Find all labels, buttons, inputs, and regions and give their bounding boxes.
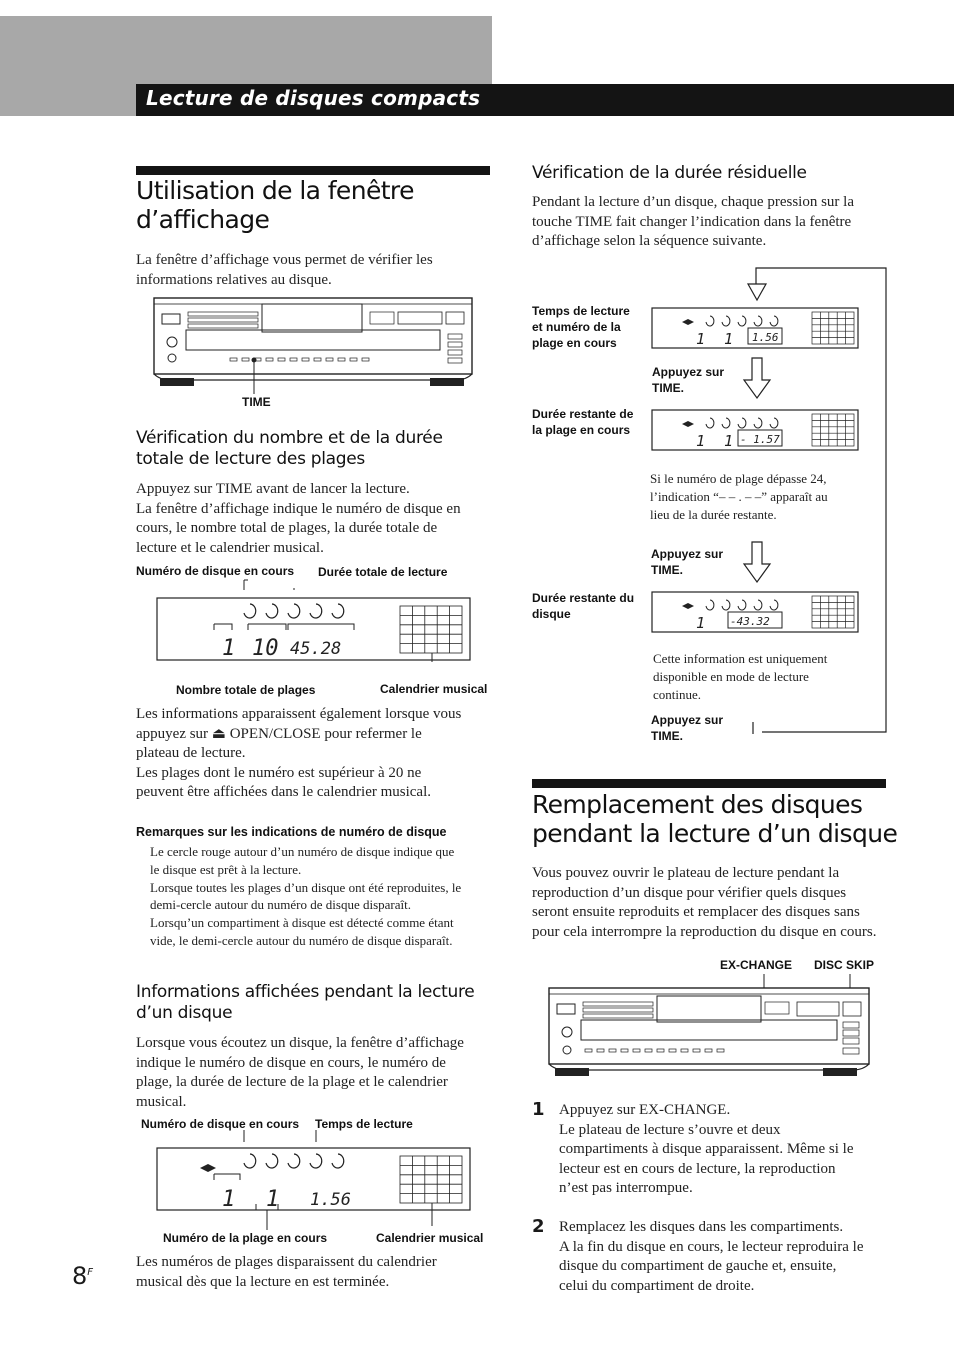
title-rule [136, 166, 490, 175]
label-play-time: Temps de lecture [315, 1117, 413, 1131]
time-button-label: TIME [242, 395, 271, 409]
intro-text: La fenêtre d’affichage vous permet de vérifier les informations relatives au disque. [136, 252, 433, 288]
page-number: $8^F$ [72, 1262, 94, 1290]
svg-text:1: 1 [696, 432, 706, 450]
section-title: Lecture de disques compacts [146, 86, 481, 110]
cd-player-illustration [150, 294, 480, 412]
closing-text: Les numéros de plages disparaissent du calendrier musical dès que la lecture en est terminée. [136, 1254, 437, 1290]
svg-text:- 1.57: - 1.57 [740, 433, 780, 446]
svg-text:1.56: 1.56 [752, 331, 779, 344]
seq-note-3: Cette information est uniquement disponible en mode de lecture continue. [653, 651, 828, 702]
step-1-text: Appuyez sur EX-CHANGE. Le plateau de lecture s’ouvre et deux compartiments à disque apparaissent. Même si le lecteur est en cours de lecture, la reproduction n’est pas interrompue. [559, 1102, 854, 1196]
label-disc-skip: DISC SKIP [814, 958, 875, 972]
svg-text:1: 1 [724, 330, 734, 348]
seq-note-2: Si le numéro de plage dépasse 24, l’indication “– – . – –” apparaît au lieu de la durée restante. [650, 471, 828, 522]
display-play-time-value: 1.56 [310, 1190, 351, 1210]
display-2 [652, 410, 858, 450]
seq-press-2: Appuyez sur TIME. [651, 547, 724, 577]
replace-discs-text: Vous pouvez ouvrir le plateau de lecture pendant la reproduction d’un disque pour vérifier quels disques seront ensuite reproduits et remplacer des disques sans pour cela interrompre la reproduction du disque en cours. [532, 865, 877, 940]
step-1-number: 1 [532, 1099, 545, 1120]
display-disc-value: 1 [222, 636, 236, 661]
label-ex-change: EX-CHANGE [720, 958, 793, 972]
notes-list: Le cercle rouge autour d’un numéro de disque indique que le disque est prêt à la lecture. Lorsque toutes les plages d’un disque ont été reproduites, le demi-cercle autour du numéro de disque disparaît. Lorsqu’un compartiment à disque est détecté comme étant vide, le demi-cercle autour du numéro de disque disparaît. [150, 844, 462, 948]
display-tracks-value: 10 [252, 636, 279, 661]
label-disc-number: Numéro de disque en cours [136, 564, 295, 578]
display-1 [652, 308, 858, 348]
subheading-playback-info: Informations affichées pendant la lecture d’un disque [136, 982, 475, 1023]
step-2-number: 2 [532, 1216, 545, 1237]
svg-text:1: 1 [696, 330, 706, 348]
step-2-text: Remplacez les disques dans les compartiments. A la fin du disque en cours, le lecteur reproduira le disque du compartiment de gauche et, ensuite, celui du compartiment de droite. [559, 1219, 864, 1294]
total-tracks-text: Appuyez sur TIME avant de lancer la lecture. La fenêtre d’affichage indique le numéro de disque en cours, le nombre total de plages, la durée totale de lecture et le calendrier musical. [136, 481, 461, 556]
seq-press-3: Appuyez sur TIME. [651, 713, 724, 743]
subheading-total-tracks: Vérification du nombre et de la durée totale de lecture des plages [136, 428, 443, 469]
seq-label-3: Durée restante du disque [532, 591, 635, 621]
seq-label-1: Temps de lecture et numéro de la plage en cours [532, 304, 630, 350]
section-title-2: Remplacement des disques pendant la lecture d’un disque [532, 790, 898, 848]
subheading-remaining-time: Vérification de la durée résiduelle [532, 163, 807, 183]
notes-title: Remarques sur les indications de numéro de disque [136, 825, 447, 839]
svg-text:-43.32: -43.32 [730, 615, 770, 628]
label-calendar: Calendrier musical [380, 682, 488, 696]
display-disc-value-2: 1 [222, 1187, 236, 1212]
display-total-info [156, 578, 472, 662]
label-track-number: Numéro de la plage en cours [163, 1231, 328, 1245]
label-total-tracks: Nombre totale de plages [176, 683, 316, 697]
display-track-value: 1 [266, 1187, 280, 1212]
remaining-time-text: Pendant la lecture d’un disque, chaque pression sur la touche TIME fait changer l’indication dans la fenêtre d’affichage selon la séquence suivante. [532, 194, 854, 249]
info-text: Les informations apparaissent également lorsque vous appuyez sur ⏏ OPEN/CLOSE pour refermer le plateau de lecture. Les plages dont le numéro est supérieur à 20 ne peuvent être affichées dans le calendrier musical. [136, 706, 462, 800]
display-3 [652, 592, 858, 632]
playback-info-text: Lorsque vous écoutez un disque, la fenêtre d’affichage indique le numéro de disque en cours, le numéro de plage, la durée de lecture de la plage et le calendrier musical. [136, 1035, 464, 1110]
title-rule-2 [532, 779, 886, 788]
label-total-time: Durée totale de lecture [318, 565, 448, 579]
svg-text:1: 1 [724, 432, 734, 450]
display-playback-info [156, 1130, 472, 1230]
label-disc-number-2: Numéro de disque en cours [141, 1117, 300, 1131]
page-title: Utilisation de la fenêtre d’affichage [136, 176, 414, 234]
display-time-value: 45.28 [290, 639, 342, 659]
cd-player-illustration-2 [545, 970, 875, 1082]
seq-label-2: Durée restante de la plage en cours [532, 407, 634, 437]
label-calendar-2: Calendrier musical [376, 1231, 484, 1245]
seq-press-1: Appuyez sur TIME. [652, 365, 725, 395]
svg-text:1: 1 [696, 614, 706, 632]
